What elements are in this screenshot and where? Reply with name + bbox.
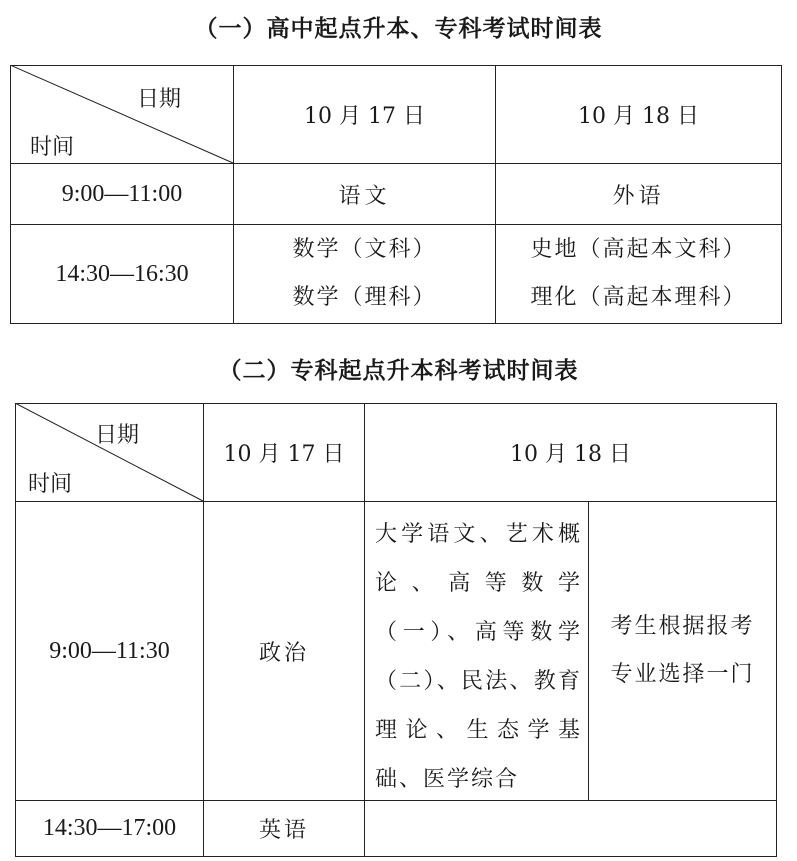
table1-row1-day2: 外语 (612, 183, 665, 209)
table2-row1-day1: 政治 (258, 640, 309, 666)
table1-title: （一）高中起点升本、专科考试时间表 (194, 15, 603, 42)
table1-header-time: 时间 (30, 135, 75, 160)
table1-header-day1: 10 月 17 日 (304, 104, 425, 129)
table2-row2-day2 (365, 801, 776, 856)
table1-row1-day1: 语文 (338, 183, 391, 209)
table2-row1-day2-note (589, 502, 776, 800)
table2-title: （二）专科起点升本科考试时间表 (218, 357, 579, 384)
table2-header-day1: 10 月 17 日 (223, 442, 345, 467)
table1-row2-day1-line1: 数学（文科） (292, 237, 437, 262)
table2-header-time: 时间 (28, 472, 73, 497)
table1-header-date: 日期 (137, 87, 182, 112)
table2-row1-time: 9:00—11:30 (49, 637, 170, 664)
table2-header-day2: 10 月 18 日 (510, 442, 631, 467)
table1-row2-day2-line1: 史地（高起本文科） (530, 237, 747, 262)
table2-row1-day2-note-text: 考生根据报考专业选择一门 (610, 614, 755, 687)
table2-row2-time: 14:30—17:00 (42, 815, 177, 841)
table2-row2-day1: 英语 (258, 818, 309, 843)
table1-row2-day2-line2: 理化（高起本理科） (530, 285, 747, 310)
table2-header-date: 日期 (95, 423, 140, 448)
table1-row2-day1-line2: 数学（理科） (292, 285, 437, 310)
table1-row1-time: 9:00—11:00 (61, 180, 183, 207)
table1-header-day2: 10 月 18 日 (578, 104, 699, 129)
table1-row2-day1 (234, 225, 495, 323)
table1-row2-time: 14:30—16:30 (55, 260, 189, 287)
table1-row2-day2 (496, 225, 781, 323)
table2-row1-day2-subjects: 大学语文、艺术概论、高等数学（一）、高等数学（二）、民法、教育理论、生态学基础、医学综合 (375, 522, 582, 792)
